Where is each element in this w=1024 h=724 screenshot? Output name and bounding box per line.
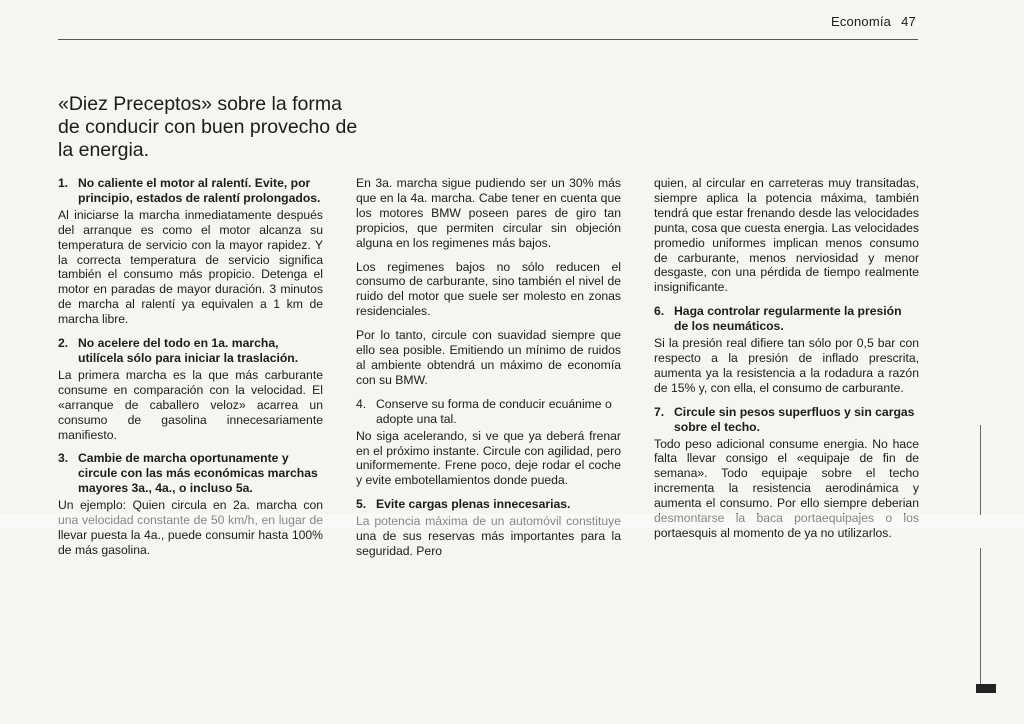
precept-title: Circule sin pesos superfluos y sin cargas sobre el techo. [674,404,915,434]
precept-number: 7. [654,404,665,419]
precept-body: Todo peso adicional consume energia. No hace falta llevar consigo el «equipaje de fin de semana». Todo equipaje sobre el techo incrementa la resistencia aerodinámica y aumenta el consumo. Por ello siempre deberian desmontarse la baca portaequipajes o los portaesquis al momento de ya no utilizarlos. [654,436,919,540]
precept-heading-6 [654,304,919,334]
precept-number: 6. [654,304,665,319]
precept-heading-5 [356,497,621,512]
precept-number: 4. [356,396,367,411]
column-3 [654,176,919,550]
precept-body: No siga acelerando, si ve que ya deberá frenar en el próximo instante. Circule con agilidad, pero uniformemente. Frene poco, deje rodar el coche y evite embotellamientos donde pueda. [356,428,621,488]
page-title: «Diez Preceptos» sobre la forma de conducir con buen provecho de la energia. [58,93,358,162]
corner-scan-mark [976,684,996,693]
page-header [831,14,916,29]
precept-number: 5. [356,497,367,512]
precept-body: Al iniciarse la marcha inmediatamente después del arranque es como el motor alcanza su temperatura de servicio con la mayor rapidez. Y la correcta temperatura de servicio significa también el consumo más propicio. Detenga el motor en paradas de mayor duración. 3 minutos de marcha al ralentí ya equivalen a 1 km de marcha libre. [58,207,323,327]
column-2 [356,176,621,568]
precept-title: Conserve su forma de conducir ecuánime o adopte una tal. [376,396,612,426]
precept-number: 1. [58,176,69,190]
precept-heading-3 [58,451,323,496]
precept-title: No acelere del todo en 1a. marcha, utilícela sólo para iniciar la traslación. [78,336,299,365]
precept-body: Si la presión real difiere tan sólo por 0,5 bar con respecto a la presión de inflado prescrita, aumenta ya la resistencia a la rodadura a razón de 15% y, con ella, el consumo de carburante. [654,336,919,395]
precept-title: Cambie de marcha oportunamente y circule con las más económicas marchas mayores 3a., 4a., o incluso 5a. [78,451,318,496]
body-paragraph: Los regimenes bajos no sólo reducen el consumo de carburante, sino también el nivel de ruido del motor que suele ser molesto en zonas residenciales. [356,259,621,319]
page-number: 47 [901,14,916,29]
section-title: Economía [830,14,892,29]
column-1 [58,176,323,567]
precept-heading-2 [58,336,323,366]
watermark-band [0,514,1024,528]
body-paragraph: quien, al circular en carreteras muy transitadas, siempre aplica la potencia máxima, también tendrá que estar frenando desde las velocidades punta, cosa que cuesta energia. Las velocidades promedio uniformes implican menos consumo de carburante, menos nerviosidad y menor desgaste, con una pérdida de tiempo realmente insignificante. [654,176,919,295]
precept-title: Haga controlar regularmente la presión de los neumáticos. [674,304,902,334]
precept-body: La potencia máxima de un automóvil constituye una de sus reservas más importantes para la seguridad. Pero [356,514,621,558]
precept-title: Evite cargas plenas innecesarias. [376,497,571,512]
precept-body: Un ejemplo: Quien circula en 2a. marcha con una velocidad constante de 50 km/h, en lugar de llevar puesta la 4a., puede consumir hasta 100% de más gasolina. [58,498,323,557]
precept-heading-4 [356,397,621,427]
precept-number: 2. [58,336,69,351]
precept-number: 3. [58,451,69,466]
precept-body: La primera marcha es la que más carburante consume en comparación con la velocidad. El «arranque de caballero veloz» acarrea un consumo de gasolina innecesariamente manifiesto. [58,367,323,442]
precept-heading-7 [654,405,919,435]
header-rule [58,39,918,40]
precept-title: No caliente el motor al ralentí. Evite, por principio, estados de ralentí prolongados. [78,176,321,205]
precept-heading-1 [58,176,323,206]
body-paragraph: Por lo tanto, circule con suavidad siempre que ello sea posible. Emitiendo un mínimo de ruidos al ambiente obtendrá un máximo de economía con su BMW. [356,328,621,387]
margin-scan-mark [980,425,993,515]
body-paragraph: En 3a. marcha sigue pudiendo ser un 30% más que en la 4a. marcha. Cabe tener en cuenta que los motores BMW poseen pares de giro tan propicios, que permiten circular sin objeción alguna en los regimenes más bajos. [356,176,621,250]
margin-scan-mark [980,548,993,693]
